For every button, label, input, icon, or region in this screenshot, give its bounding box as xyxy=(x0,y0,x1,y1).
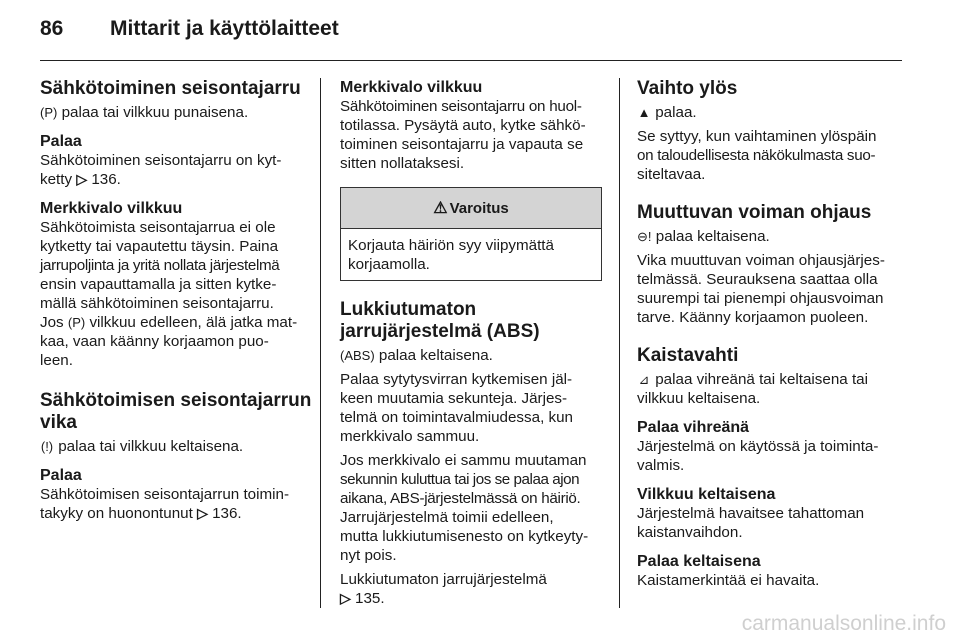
heading-palaa-2: Palaa xyxy=(40,467,82,484)
heading-vilkkuu-keltaisena: Vilkkuu keltaisena xyxy=(637,486,776,503)
vihrea-text: Järjestelmä on käytössä ja toiminta- valmis. xyxy=(637,438,879,474)
heading-abs: Lukkiutumaton jarrujärjestelmä (ABS) xyxy=(340,299,540,342)
warning-icon: ⚠ xyxy=(433,199,448,217)
lane-assist-icon: ⊿ xyxy=(638,372,650,387)
merkkivalo-text: Sähkötoimista seisontajarrua ei ole kytketty tai vapautettu täysin. Paina jarrupoljinta ja yritä nollata järjestelmä ensin vapauttamalla ja sitten kytke- mällä sähkötoiminen seisontajarru. Jos (P) vilkkuu edelleen, älä jatka mat- kaa, vaan käänny korjaamon puo- leen. xyxy=(40,219,298,369)
ohjaus-text: Vika muuttuvan voiman ohjausjärjes- telmässä. Seurauksena saattaa olla suurempi tai pienempi ohjausvoiman tarve. Käänny korjaamon puoleen. xyxy=(637,252,885,326)
warning-title: Varoitus xyxy=(449,199,509,217)
column-2 xyxy=(340,78,602,613)
heading-palaa-keltaisena: Palaa keltaisena xyxy=(637,553,761,570)
keltainen-text: Kaistamerkintää ei havaita. xyxy=(637,572,820,589)
vaihto-intro: ▲ palaa. xyxy=(637,104,697,121)
heading-kaistavahti: Kaistavahti xyxy=(637,345,739,366)
vika-intro: (!) palaa tai vilkkuu keltaisena. xyxy=(40,438,244,455)
page-number: 86 xyxy=(40,17,64,40)
heading-merkkivalo-vilkkuu-2: Merkkivalo vilkkuu xyxy=(340,79,483,96)
column-1 xyxy=(40,78,312,528)
heading-merkkivalo-vilkkuu: Merkkivalo vilkkuu xyxy=(40,200,183,217)
cross-reference-icon: ▷ xyxy=(340,590,351,606)
epb-intro: (P) palaa tai vilkkuu punaisena. xyxy=(40,104,249,121)
page-reference[interactable]: 135. xyxy=(355,590,385,607)
palaa-text: Sähkötoiminen seisontajarru on kyt- ketty ▷ 136. xyxy=(40,152,282,188)
heading-electric-parking-brake: Sähkötoiminen seisontajarru xyxy=(40,78,301,99)
shift-up-icon: ▲ xyxy=(637,105,651,120)
abs-paragraph-3: Lukkiutumaton jarrujärjestelmä ▷ 135. xyxy=(340,571,547,607)
warning-box xyxy=(340,187,602,281)
cross-reference-icon: ▷ xyxy=(76,171,88,187)
page-reference[interactable]: 136. xyxy=(212,505,242,522)
header-rule xyxy=(40,60,902,61)
ohjaus-intro: ⊖! palaa keltaisena. xyxy=(637,228,770,245)
parking-brake-fault-icon: (!) xyxy=(40,439,54,454)
kaista-intro: ⊿ palaa vihreänä tai keltaisena tai vilkkuu keltaisena. xyxy=(637,371,869,407)
heading-vaihto-ylos: Vaihto ylös xyxy=(637,78,738,99)
running-head: Mittarit ja käyttölaitteet xyxy=(110,17,339,40)
palaa2-text: Sähkötoimisen seisontajarrun toimin- takyky on huonontunut ▷ 136. xyxy=(40,486,290,522)
merkkivalo2-text: Sähkötoiminen seisontajarru on huol- totilassa. Pysäytä auto, kytke sähkö- toiminen seisontajarru ja vapauta se sitten nollataksesi. xyxy=(340,98,586,172)
heading-palaa-vihreana: Palaa vihreänä xyxy=(637,419,750,436)
watermark: carmanualsonline.info xyxy=(741,612,946,635)
heading-power-steering: Muuttuvan voiman ohjaus xyxy=(637,202,872,223)
abs-paragraph-1: Palaa sytytysvirran kytkemisen jäl- keen muutamia sekunteja. Järjes- telmä on toimintavalmiudessa, kun merkkivalo sammuu. xyxy=(340,371,573,445)
parking-brake-icon: (P) xyxy=(40,105,58,120)
heading-palaa: Palaa xyxy=(40,133,82,150)
warning-body: Korjauta häiriön syy viipymättä korjaamolla. xyxy=(348,237,554,273)
heading-parking-brake-fault: Sähkötoimisen seisontajarrun vika xyxy=(40,390,312,433)
cross-reference-icon: ▷ xyxy=(197,505,208,521)
vilkkuu-text: Järjestelmä havaitsee tahattoman kaistanvaihdon. xyxy=(637,505,865,541)
column-3 xyxy=(637,78,903,595)
warning-header xyxy=(341,188,601,229)
column-divider-1 xyxy=(320,78,321,608)
column-divider-2 xyxy=(619,78,620,608)
parking-brake-icon: (P) xyxy=(67,315,86,330)
vaihto-text: Se syttyy, kun vaihtaminen ylöspäin on taloudellisesta näkökulmasta suo- siteltavaa. xyxy=(637,128,877,183)
page-reference[interactable]: 136. xyxy=(91,171,121,188)
abs-paragraph-2: Jos merkkivalo ei sammu muutaman sekunnin kuluttua tai jos se palaa ajon aikana, ABS-järjestelmässä on häiriö. Jarrujärjestelmä toimii edelleen, mutta lukkiutumisenesto on kytkeyty- nyt pois. xyxy=(340,452,589,564)
abs-intro: (ABS) palaa keltaisena. xyxy=(340,347,493,364)
steering-icon: ⊖! xyxy=(637,229,652,244)
abs-icon: (ABS) xyxy=(340,348,375,363)
